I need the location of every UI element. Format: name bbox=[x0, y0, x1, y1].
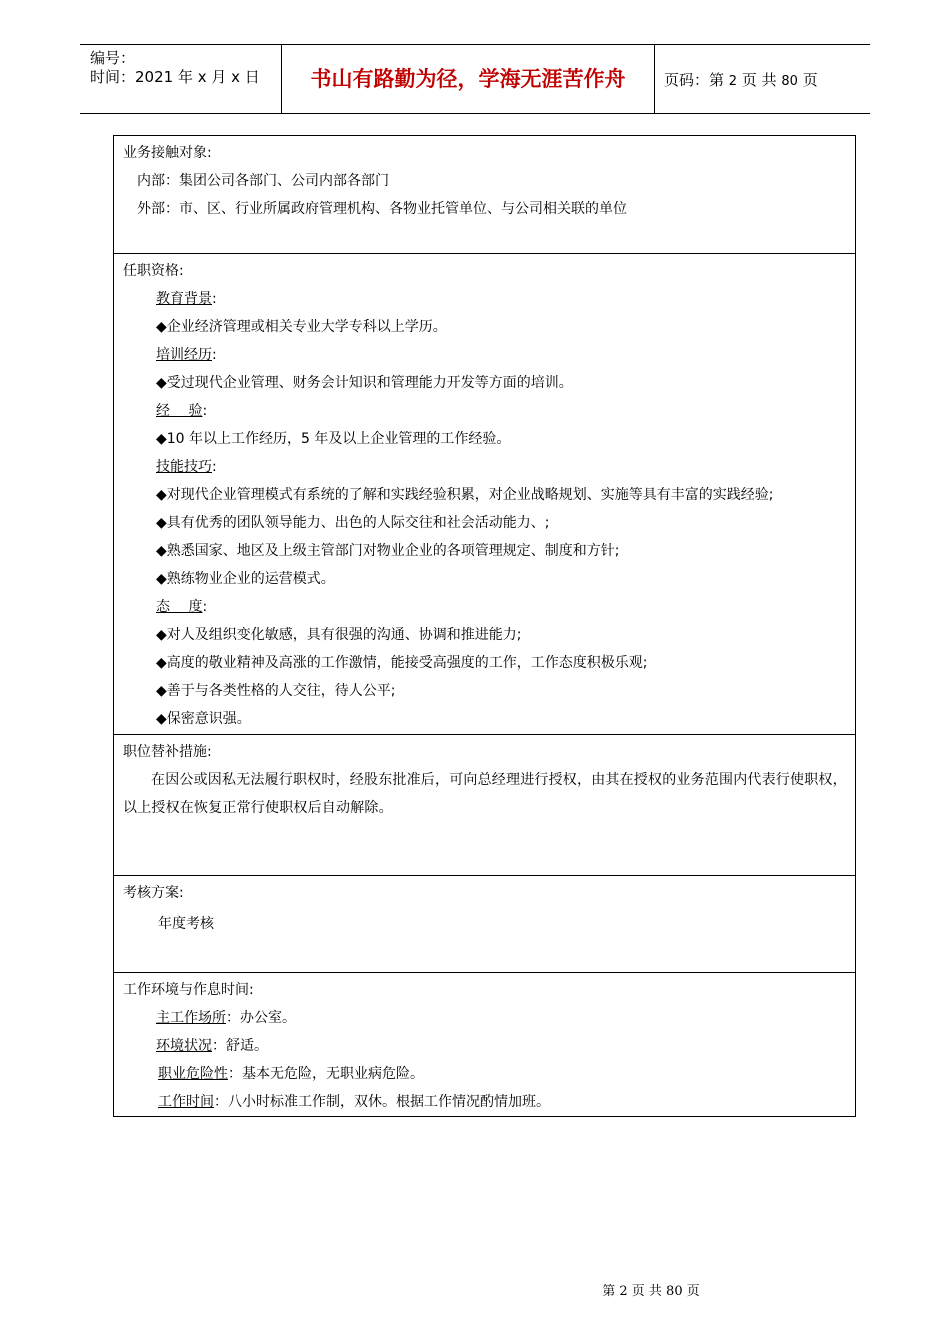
experience-heading: 经 验: bbox=[156, 403, 208, 419]
environment-section bbox=[114, 972, 855, 1116]
skills-heading: 技能技巧: bbox=[156, 459, 217, 475]
list-item: ◆企业经济管理或相关专业大学专科以上学历。 bbox=[156, 319, 447, 335]
external-contacts: 外部：市、区、行业所属政府管理机构、各物业托管单位、与公司相关联的单位 bbox=[137, 201, 627, 217]
list-item: ◆对现代企业管理模式有系统的了解和实践经验积累，对企业战略规划、实施等具有丰富的实践经验; bbox=[156, 487, 774, 503]
workplace-line bbox=[156, 1009, 296, 1027]
qualifications-section bbox=[114, 253, 855, 734]
training-label: 培训经历 bbox=[156, 347, 212, 363]
workplace-value: ：办公室。 bbox=[226, 1010, 296, 1026]
list-item: ◆受过现代企业管理、财务会计知识和管理能力开发等方面的培训。 bbox=[156, 375, 573, 391]
workplace-label: 主工作场所 bbox=[156, 1010, 226, 1026]
page-mid-label: 页 共 bbox=[737, 71, 782, 89]
page-footer: 第 2 页 共 80 页 bbox=[602, 1284, 700, 1299]
section-title: 业务接触对象: bbox=[123, 145, 212, 161]
hazard-value: ：基本无危险，无职业病危险。 bbox=[228, 1066, 424, 1082]
section-title: 任职资格: bbox=[123, 263, 184, 279]
list-item: ◆善于与各类性格的人交往，待人公平; bbox=[156, 683, 396, 699]
header-motto: 书山有路勤为径，学海无涯苦作舟 bbox=[310, 66, 626, 91]
page-end-label: 页 bbox=[797, 71, 818, 89]
header-page-info bbox=[664, 45, 818, 113]
list-item: ◆10 年以上工作经历，5 年及以上企业管理的工作经验。 bbox=[156, 431, 511, 447]
assessment-section bbox=[114, 875, 855, 972]
list-item: ◆熟练物业企业的运营模式。 bbox=[156, 571, 335, 587]
header-divider bbox=[654, 45, 655, 113]
doc-date-label: 时间：2021 年 x 月 x 日 bbox=[90, 68, 260, 86]
page-header bbox=[80, 44, 870, 114]
section-title: 职位替补措施: bbox=[123, 744, 212, 760]
hours-line bbox=[158, 1093, 550, 1111]
internal-contacts: 内部：集团公司各部门、公司内部各部门 bbox=[137, 173, 389, 189]
condition-line bbox=[156, 1037, 268, 1055]
education-label: 教育背景 bbox=[156, 291, 212, 307]
page-label: 页码：第 bbox=[664, 71, 729, 89]
education-heading: 教育背景: bbox=[156, 291, 217, 307]
business-contacts-section bbox=[114, 136, 855, 253]
condition-value: ：舒适。 bbox=[212, 1038, 268, 1054]
hours-value: ：八小时标准工作制，双休。根据工作情况酌情加班。 bbox=[214, 1094, 550, 1110]
skills-label: 技能技巧 bbox=[156, 459, 212, 475]
assessment-text: 年度考核 bbox=[158, 916, 214, 932]
header-meta bbox=[90, 49, 260, 87]
hazard-line bbox=[158, 1065, 424, 1083]
substitution-section bbox=[114, 734, 855, 875]
list-item: ◆高度的敬业精神及高涨的工作激情，能接受高强度的工作，工作态度积极乐观; bbox=[156, 655, 648, 671]
doc-number-label: 编号： bbox=[90, 49, 136, 67]
page-total: 80 bbox=[781, 74, 798, 89]
attitude-heading: 态 度: bbox=[156, 599, 208, 615]
experience-label: 经 验 bbox=[156, 403, 203, 419]
attitude-label: 态 度 bbox=[156, 599, 203, 615]
page-number: 2 bbox=[728, 74, 738, 89]
hours-label: 工作时间 bbox=[158, 1094, 214, 1110]
list-item: ◆熟悉国家、地区及上级主管部门对物业企业的各项管理规定、制度和方针; bbox=[156, 543, 620, 559]
job-description-table bbox=[113, 135, 856, 1117]
list-item: ◆具有优秀的团队领导能力、出色的人际交往和社会活动能力、; bbox=[156, 515, 550, 531]
hazard-label: 职业危险性 bbox=[158, 1066, 228, 1082]
section-title: 考核方案: bbox=[123, 885, 184, 901]
list-item: ◆对人及组织变化敏感，具有很强的沟通、协调和推进能力; bbox=[156, 627, 522, 643]
training-heading: 培训经历: bbox=[156, 347, 217, 363]
section-title: 工作环境与作息时间: bbox=[123, 982, 254, 998]
substitution-text: 在因公或因私无法履行职权时，经股东批准后，可向总经理进行授权，由其在授权的业务范围内代表行使职权，以上授权在恢复正常行使职权后自动解除。 bbox=[123, 772, 847, 816]
list-item: ◆保密意识强。 bbox=[156, 711, 251, 727]
condition-label: 环境状况 bbox=[156, 1038, 212, 1054]
